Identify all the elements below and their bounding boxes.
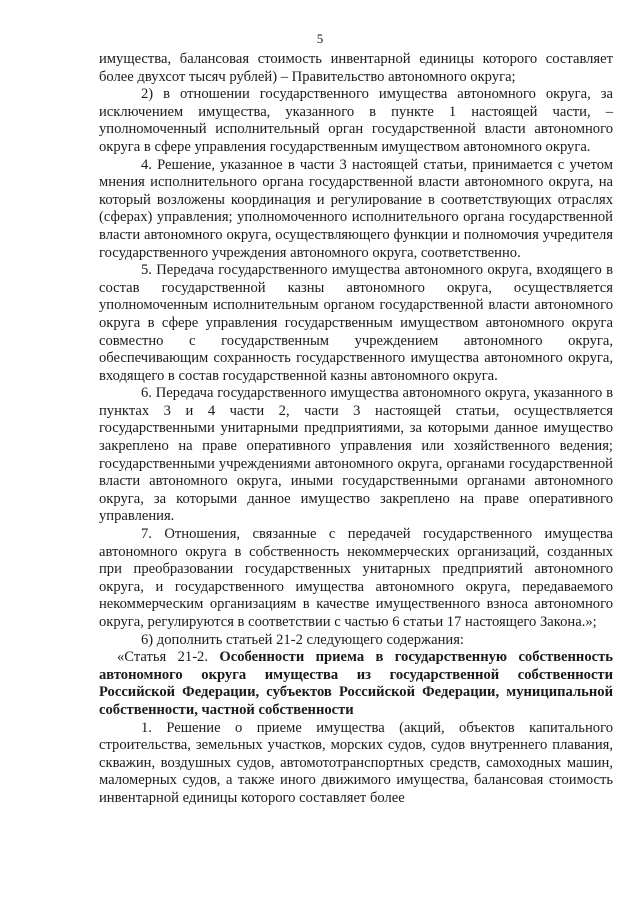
paragraph-3: 4. Решение, указанное в части 3 настоящей статьи, принимается с учетом мнения исполнительного органа государственной власти автономного округа, на который возложены координация и регулирование в соответствующих отраслях (сферах) управления; уполномоченного исполнительного органа государственной власти автономного округа, осуществляющего функции и полномочия учредителя государственного учреждения автономного округа, соответственно. — [99, 156, 613, 261]
article-heading-title: Особенности приема в государственную собственность автономного округа имущества из государственной собственности Российской Федерации, субъектов Российской Федерации, муниципальной собственности, частной собственности — [99, 649, 613, 718]
paragraph-5: 6. Передача государственного имущества автономного округа, указанного в пунктах 3 и 4 части 2, части 3 настоящей статьи, осуществляется государственными унитарными предприятиями, за которыми данное имущество закреплено на праве оперативного управления или хозяйственного ведения; государственными учреждениями автономного округа, органами государственной власти автономного округа, иными государственными органами автономного округа, за которыми данное имущество закреплено на праве оперативного управления. — [99, 385, 613, 525]
paragraph-6: 7. Отношения, связанные с передачей государственного имущества автономного округа в собственность некоммерческих организаций, созданных при преобразовании государственных унитарных предприятий автономного округа, и государственного имущества автономного округа, передаваемого некоммерческим организациям в качестве имущественного взноса автономного округа, регулируются в соответствии с частью 6 статьи 17 настоящего Закона.»; — [99, 526, 613, 630]
paragraph-7: 6) дополнить статьей 21-2 следующего содержания: — [141, 631, 464, 648]
document-body — [99, 51, 613, 808]
paragraph-1: имущества, балансовая стоимость инвентарной единицы которого составляет более двухсот тысяч рублей) – Правительство автономного округа; — [99, 51, 613, 85]
article-heading — [99, 649, 613, 719]
page-number: 5 — [316, 31, 324, 46]
article-heading-prefix: «Статья 21-2. — [117, 649, 220, 666]
paragraph-2: 2) в отношении государственного имущества автономного округа, за исключением имущества, указанного в пункте 1 настоящей части, – уполномоченный исполнительный орган государственной власти автономного округа в сфере управления государственным имуществом автономного округа. — [99, 86, 613, 155]
paragraph-4: 5. Передача государственного имущества автономного округа, входящего в состав государственной казны автономного округа, осуществляется уполномоченным исполнительным органом государственной власти автономного округа в сфере управления государственным имуществом автономного округа совместно с государственным учреждением автономного округа, обеспечивающим сохранность государственного имущества автономного округа, входящего в состав государственной казны автономного округа. — [99, 262, 613, 384]
paragraph-8: 1. Решение о приеме имущества (акций, объектов капитального строительства, земельных участков, морских судов, судов внутреннего плавания, скважин, воздушных судов, автомототранспортных средств, самоходных машин, маломерных судов, а также иного движимого имущества, балансовая стоимость инвентарной единицы которого составляет более — [99, 719, 613, 806]
